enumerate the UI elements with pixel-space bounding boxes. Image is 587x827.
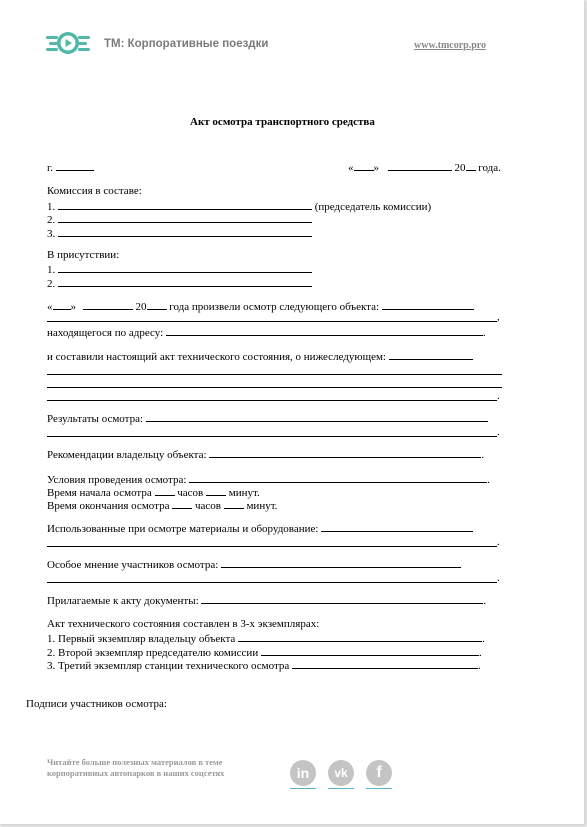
start-time-line: Время начала осмотра часов минут. [47, 487, 260, 499]
materials-line: Использованные при осмотре материалы и оборудование: [47, 521, 473, 536]
composed-blank-3 [47, 400, 497, 401]
inspection-line-cont [47, 321, 497, 322]
date-line: « » 20 года. [348, 162, 501, 174]
composed-blank-2 [47, 387, 502, 388]
dot: . [497, 390, 500, 402]
opinion-blank [47, 582, 497, 583]
present-member-1: 1. [47, 262, 312, 277]
footer-line-1: Читайте больше полезных материалов в теме [47, 757, 223, 767]
vk-underline [328, 788, 354, 789]
commission-member-1: 1. (председатель комиссии) [47, 201, 432, 213]
dot: . [497, 536, 500, 548]
present-label: В присутствии: [47, 249, 120, 261]
linkedin-icon[interactable]: in [290, 760, 316, 786]
recommend-line: Рекомендации владельцу объекта: . [47, 449, 485, 461]
address-line: находящегося по адресу: . [47, 327, 486, 339]
footer-text [47, 757, 224, 779]
results-blank [47, 436, 497, 437]
commission-member-3: 3. [47, 226, 312, 241]
copy-3-line: 3. Третий экземпляр станции технического осмотра . [47, 660, 481, 672]
inspection-line: « » 20 года произвели осмотр следующего объекта: [47, 299, 474, 314]
dot: . [497, 572, 500, 584]
materials-blank [47, 546, 497, 547]
end-time-line: Время окончания осмотра часов минут. [47, 500, 278, 512]
vk-icon[interactable]: vk [328, 760, 354, 786]
dot: . [497, 426, 500, 438]
composed-blank-1 [47, 374, 502, 375]
linkedin-underline [290, 788, 316, 789]
comma: , [497, 311, 500, 323]
attached-line: Прилагаемые к акту документы: . [47, 595, 487, 607]
site-link[interactable]: www.tmcorp.pro [414, 40, 487, 51]
city-line: г. [47, 160, 94, 175]
copy-2-line: 2. Второй экземпляр председателю комиссии . [47, 647, 482, 659]
copies-label: Акт технического состояния составлен в 3-х экземплярах: [47, 618, 320, 630]
facebook-underline [366, 788, 392, 789]
composed-line: и составили настоящий акт технического состояния, о нижеследующем: [47, 349, 473, 364]
brand-name: ТМ: Корпоративные поездки [104, 38, 269, 50]
document-title: Акт осмотра транспортного средства [190, 116, 375, 128]
commission-label: Комиссия в составе: [47, 185, 142, 197]
present-member-2: 2. [47, 276, 312, 291]
conditions-line: Условия проведения осмотра: . [47, 474, 490, 486]
logo-icon [46, 30, 90, 61]
opinion-line: Особое мнение участников осмотра: [47, 557, 461, 572]
footer-line-2: корпоративных автопарков в наших соцсетях [47, 768, 225, 778]
signatures-label: Подписи участников осмотра: [26, 698, 167, 710]
facebook-icon[interactable]: f [366, 760, 392, 786]
results-line: Результаты осмотра: [47, 411, 488, 426]
commission-member-2: 2. [47, 212, 312, 227]
copy-1-line: 1. Первый экземпляр владельцу объекта . [47, 633, 485, 645]
